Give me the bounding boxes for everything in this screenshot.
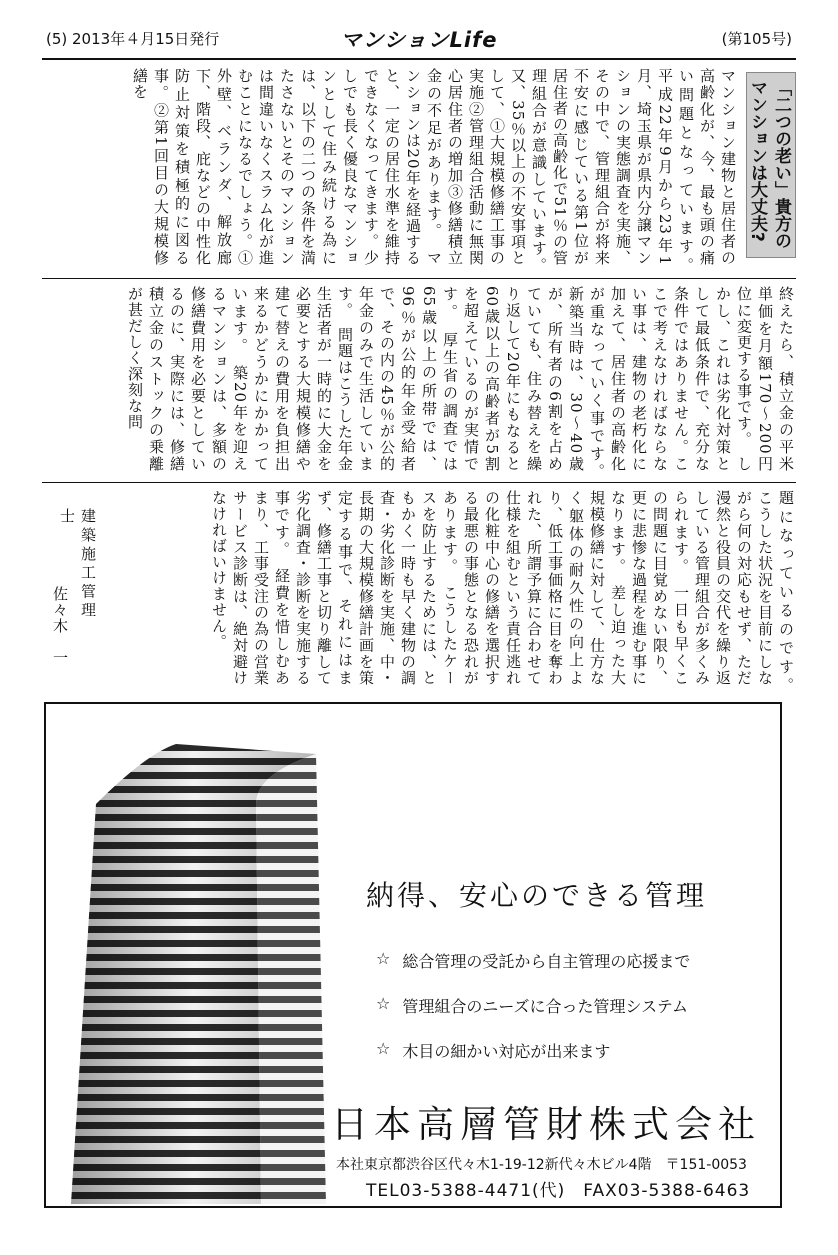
- company-address: 本社東京都渋谷区代々木1-19-12新代々木ビル4階 〒151-0053: [336, 1157, 747, 1173]
- advertisement: [44, 702, 782, 1208]
- ad-headline: 納得、安心のできる管理: [366, 879, 708, 912]
- ad-point: [376, 949, 690, 972]
- author-title: 建築施工管理士: [58, 508, 97, 618]
- issue-date: (5) 2013年４月15日発行: [46, 30, 220, 48]
- article-text-tier-2: 終えたら、積立金の平米単価を月額170〜200円位に変更する事です。 しかし、これは劣化対策として最低条件で、充分な条件ではありません。ここで考えなければならない事は、建物の老朽化に加えて、居住者の高齢化が重なっていく事です。 新築当時は、30〜40歳が、所有者の6割を占めていても、住み替えを繰り返して20年にもなると60歳以上の高齢者が5割を超えているのが実情です。 厚生省の調査では65歳以上の所帯では、96％が公的年金受給者で、その内の45％が公的年金のみで生活しています。 問題はこうした年金生活者が一時的に大金を必要とする大規模修繕や建て替えの費用を負担出来るかどうかにかかっています。 築20年を迎えるマンションは、多額の修繕費用を必要としているのに、実際には、修繕積立金のストックの乗離が甚だしく深刻な問: [126, 286, 795, 488]
- tier-divider: [42, 278, 796, 279]
- issue-number: (第105号): [721, 30, 792, 48]
- tier-divider: [42, 482, 796, 483]
- ad-point: [376, 994, 690, 1017]
- building-illustration: [56, 744, 346, 1204]
- article-text-tier-3: 題になっているのです。 こうした状況を目前にしながら何の対応もせず、ただ漫然と役員の交代を繰り返している管理組合が多くみられます。 一日も早くこの問題に目覚めない限り、更に悲惨な過程を進む事になります。 差し迫った大規模修繕に対して、仕方なく躯体の耐久性の向上より、低工事価格に目を奪われた、所謂予算に合わせて仕様を組むという責任逃れの化粧中心の修繕を選択する最悪の事態となる恐れがあります。 こうしたケースを防止するためには、ともかく一時も早く建物の調査・劣化診断を実施、中・長期の大規模修繕計画を策定する事で、それにはまず、修繕工事と切り離して劣化調査・診断を実施する事です。 経費を惜しむあまり、工事受注の為の営業サービス診断は、絶対避けなければいけません。: [210, 490, 795, 702]
- article-tier-3: [42, 490, 796, 702]
- publication-title: マンションLife: [340, 28, 498, 52]
- article-text-tier-1: マンション建物と居住者の高齢化が、今、最も頭の痛い問題となっています。 平成22年9月から23年1月、埼玉県が県内分譲マンションの実態調査を実施、その中で、管理組合が将来不安に感じている第1位が居住者の高齢化で51％の管理組合が意識しています。 又、35％以上の不安事項として、①大規模修繕工事の実施②管理組合活動に無関心居住者の増加③修繕積立金の不足があります。 マンションは20年を経過すると、一定の居住水準を維持できなくなってきます。少しでも長く優良なマンションとして住み続ける為には、以下の二つの条件を満たさないとそのマンションは間違いなくスラム化が進むことになるでしょう。①外壁、ベランダ、解放廊下、階段、庇などの中性化防止対策を積極的に図る事。②第1回目の大規模修繕を: [131, 68, 737, 282]
- ad-points-list: [376, 949, 690, 1084]
- ad-point-text: 総合管理の受託から自主管理の応援まで: [402, 952, 691, 971]
- article-title: [746, 72, 796, 258]
- article-title-line-1: 「二つの老い」貴方の: [771, 79, 791, 249]
- company-phone-fax: TEL03-5388-4471(代) FAX03-5388-6463: [366, 1181, 751, 1201]
- article-tier-1: [42, 68, 796, 282]
- page-header: [42, 24, 796, 60]
- company-name: 日本高層管財株式会社: [331, 1103, 761, 1146]
- article-tier-2: [42, 286, 796, 488]
- ad-point: [376, 1039, 690, 1062]
- star-icon: ☆: [376, 994, 391, 1013]
- author-name: 佐々木 一: [51, 586, 69, 666]
- ad-point-text: 管理組合のニーズに合った管理システム: [402, 997, 688, 1016]
- star-icon: ☆: [376, 1039, 391, 1058]
- star-icon: ☆: [376, 949, 391, 968]
- article-title-line-2: マンションは大丈夫?: [747, 79, 767, 242]
- ad-point-text: 木目の細かい対応が出来ます: [402, 1042, 611, 1061]
